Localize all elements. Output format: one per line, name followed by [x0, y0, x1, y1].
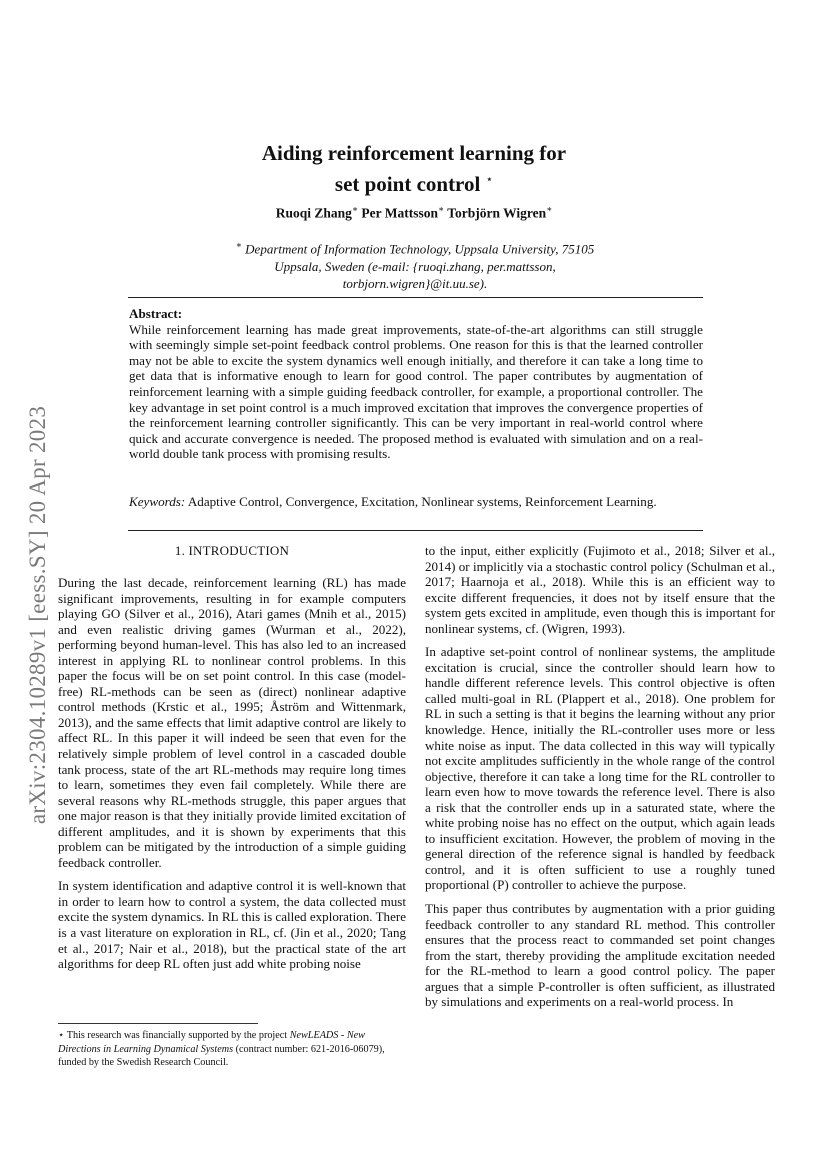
author-marker: ∗ [546, 204, 553, 214]
arxiv-id: arXiv:2304.10289v1 [eess.SY] 20 Apr 2023 [25, 405, 50, 825]
footnote-marker: ⋆ [58, 1030, 65, 1041]
abstract [129, 306, 703, 462]
paper-title [0, 140, 828, 197]
author-list [0, 204, 828, 222]
author-2: Per Mattsson [361, 205, 438, 221]
title-line-2-text: set point control [334, 172, 481, 196]
keywords-text: Adaptive Control, Convergence, Excitation, Nonlinear systems, Reinforcement Learning. [187, 494, 657, 509]
author-1: Ruoqi Zhang [275, 205, 352, 221]
paragraph: In adaptive set-point control of nonlinear systems, the amplitude excitation is crucial, since the controller should learn how to handle different reference levels. This control objective is often called multi-goal in RL (Plappert et al., 2018). One problem for RL in such a setting is that it begins the learning without any prior knowledge. Hence, initially the RL-controller uses more or less white noise as input. The data collected in this way will typically not excite amplitudes sufficiently in the whole range of the control objective, therefore it can take a long time for the RL controller to learn even how to move towards the reference level. There is also a risk that the controller ends up in a saturated state, where the white probing noise has no effect on the output, which again leads to insufficient excitation. However, the problem of moving in the general direction of the reference signal is handled by feedback control, and it is often sufficient to use a roughly tuned proportional (P) controller to achieve the purpose. [425, 644, 775, 893]
footnote-post: (contract number: 621-2016-06079), funded by the Swedish Research Council. [58, 1043, 385, 1068]
title-line-2 [0, 166, 828, 197]
footnote-project: NewLEADS - New Directions in Learning Dynamical Systems [58, 1030, 365, 1055]
right-column [425, 543, 775, 1018]
footnote [58, 1029, 408, 1070]
arxiv-sidebar-stamp [18, 350, 58, 880]
abstract-bottom-rule [128, 530, 703, 531]
affiliation-line-3: torbjorn.wigren}@it.uu.se). [342, 276, 488, 292]
footnote-pre: This research was financially supported by the project [66, 1030, 288, 1041]
title-line-1: Aiding reinforcement learning for [261, 141, 567, 165]
affiliation-line-2: Uppsala, Sweden (e-mail: {ruoqi.zhang, per.mattsson, [274, 258, 556, 274]
abstract-text: While reinforcement learning has made great improvements, state-of-the-art algorithms can still struggle with seemingly simple set-point feedback control problems. One reason for this is that the learned controller may not be able to excite the system dynamics well enough initially, and therefore it can take a long time to get data that is informative enough to learn for good control. The paper contributes by augmentation of reinforcement learning with a simple guiding feedback controller, for example, a proportional controller. The key advantage in set point control is a much improved excitation that improves the convergence properties of the reinforcement learning controller significantly. This can be very important in real-world control where quick and accurate convergence is needed. The proposed method is evaluated with simulation and on a real-world double tank process with promising results. [129, 321, 703, 462]
section-heading: 1. INTRODUCTION [174, 543, 290, 558]
author-marker: ∗ [351, 204, 358, 214]
footnote-rule [58, 1023, 258, 1024]
affiliation-marker: ∗ [235, 240, 242, 250]
abstract-heading: Abstract: [129, 306, 183, 321]
abstract-top-rule [128, 297, 703, 298]
author-marker: ∗ [438, 204, 445, 214]
paragraph: In system identification and adaptive control it is well-known that in order to learn how to control a system, the data collected must excite the system dynamics. In RL this is called exploration. There is a vast literature on exploration in RL, cf. (Jin et al., 2020; Tang et al., 2017; Nair et al., 2018), but the practical state of the art algorithms for deep RL often just add white probing noise [58, 878, 406, 972]
author-3: Torbjörn Wigren [447, 205, 547, 221]
paragraph: to the input, either explicitly (Fujimoto et al., 2018; Silver et al., 2014) or implicitly via a stochastic control policy (Schulman et al., 2017; Haarnoja et al., 2018). While this is an efficient way to excite different frequencies, it does not by itself ensure that the system gets excited in amplitude, even though this is important for nonlinear systems, cf. (Wigren, 1993). [425, 543, 775, 636]
affiliation [160, 237, 670, 293]
paragraph: This paper thus contributes by augmentation with a prior guiding feedback controller to any standard RL method. This controller ensures that the process react to commanded set point changes from the start, thereby providing the amplitude excitation needed for the RL-method to learn a good control policy. The paper argues that a simple P-controller is often sufficient, as illustrated by simulations and experiments on a real-world process. In [425, 901, 775, 1010]
title-footnote-marker: ⋆ [485, 172, 494, 186]
paragraph: During the last decade, reinforcement learning (RL) has made significant improvements, resulting in for example computers playing GO (Silver et al., 2016), Atari games (Mnih et al., 2015) and even realistic driving games (Wurman et al., 2022), performing beyond human-level. This has also led to an increased interest in applying RL to nonlinear control problems. In this paper the focus will be on set point control. In this case (model-free) RL-methods can be seen as (direct) nonlinear adaptive control methods (Krstic et al., 1995; Åström and Wittenmark, 2013), and the same effects that limit adaptive control are likely to affect RL. In this paper it will indeed be seen that even for the relatively simple problem of level control in a cascaded double tank process, state of the art RL-methods may require long times to learn, sometimes they even fail completely. While there are several reasons why RL-methods struggle, this paper argues that one major reason is that they initially provide limited excitation of different amplitudes, and it is shown by experiments that this problem can be mitigated by the introduction of a simple guiding feedback controller. [58, 575, 406, 870]
keywords-label: Keywords: [129, 494, 186, 509]
affiliation-line-1: Department of Information Technology, Uppsala University, 75105 [245, 241, 595, 257]
keywords [129, 494, 703, 510]
left-column [58, 575, 406, 980]
